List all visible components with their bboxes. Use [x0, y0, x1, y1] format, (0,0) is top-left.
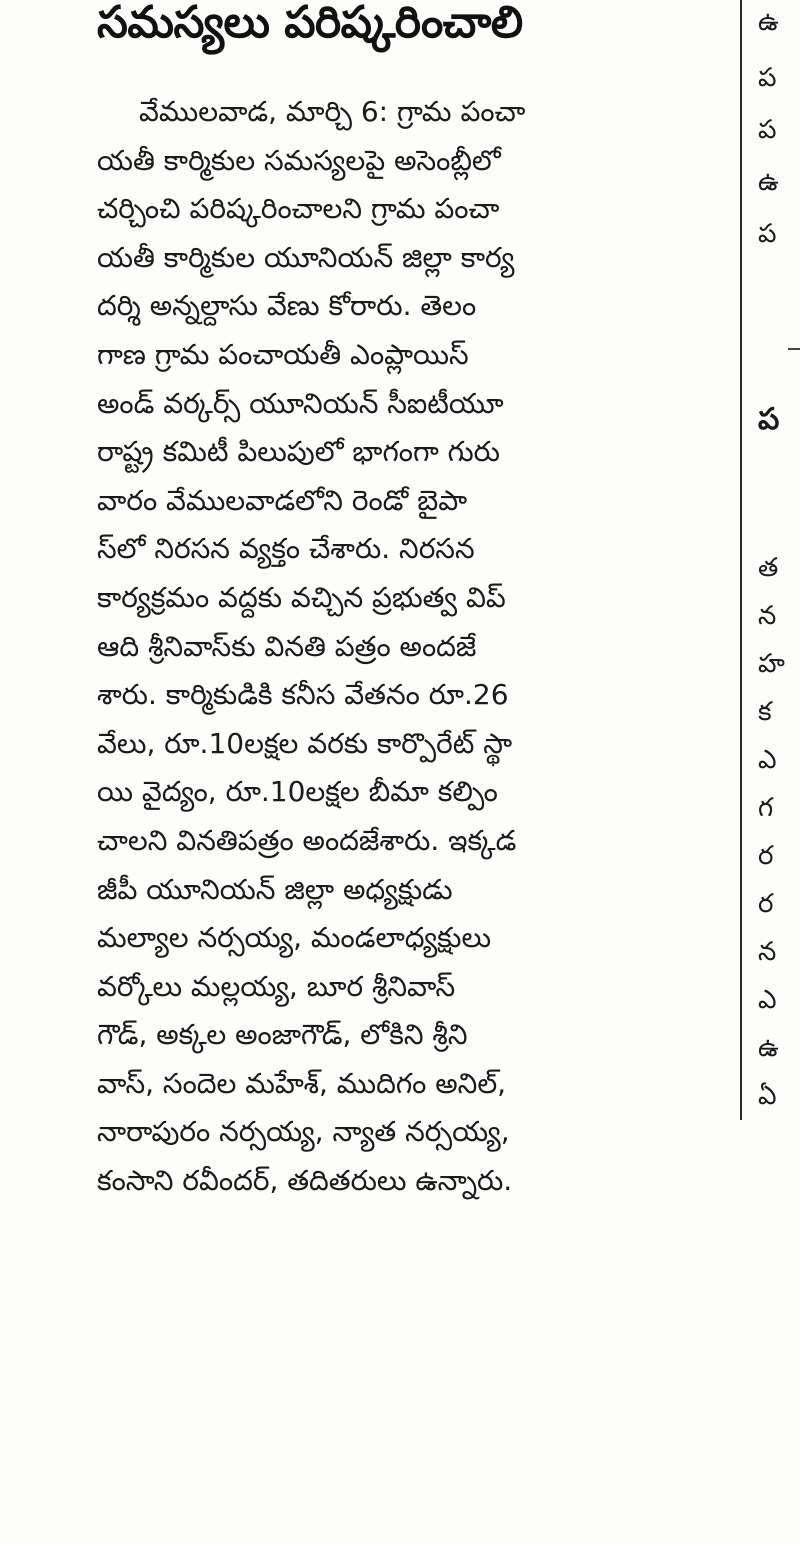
adjacent-headline-fragment: ప	[758, 402, 780, 437]
adjacent-text-fragment: ప	[758, 63, 777, 93]
article-line: కంసాని రవీందర్, తదితరులు ఉన్నారు.	[97, 1164, 513, 1198]
adjacent-text-fragment: ఉ	[758, 167, 779, 197]
article-line: నారాపురం నర్సయ్య, న్యాత నర్సయ్య,	[97, 1115, 510, 1149]
adjacent-divider	[788, 348, 800, 350]
article-line: దర్శి అన్నల్దాసు వేణు కోరారు. తెలం	[97, 289, 477, 323]
article-line: శారు. కార్మికుడికి కనీస వేతనం రూ.26	[97, 678, 509, 712]
article-line: యతీ కార్మికుల యూనియన్ జిల్లా కార్య	[97, 240, 515, 274]
adjacent-text-fragment: త	[758, 553, 779, 583]
article-line: యతీ కార్మికుల సమస్యలపై అసెంబ్లీలో	[97, 143, 501, 177]
article-line: యి వైద్యం, రూ.10లక్షల బీమా కల్పిం	[97, 775, 498, 809]
adjacent-text-fragment: ప	[758, 115, 777, 145]
adjacent-text-fragment: ఉ	[758, 1033, 779, 1063]
adjacent-text-fragment: ర	[758, 841, 774, 871]
adjacent-text-fragment: ఉ	[758, 7, 779, 37]
article-line: వాస్, సందెల మహేశ్, ముదిగం అనిల్,	[97, 1066, 507, 1100]
adjacent-text-fragment: ప	[758, 219, 777, 249]
article-line: వేములవాడ, మార్చి 6: గ్రామ పంచా	[139, 95, 526, 128]
adjacent-text-fragment: న	[758, 937, 777, 967]
article-line: మల్యాల నర్సయ్య, మండలాధ్యక్షులు	[97, 921, 492, 955]
adjacent-text-fragment: క	[758, 697, 772, 727]
article-line: ఆది శ్రీనివాస్‌కు వినతి పత్రం అందజే	[97, 629, 477, 663]
article-line: స్‌లో నిరసన వ్యక్తం చేశారు. నిరసన	[97, 532, 475, 566]
article-line: వేలు, రూ.10లక్షల వరకు కార్పొరేట్ స్థా	[97, 726, 513, 760]
column-divider	[740, 0, 742, 1120]
adjacent-text-fragment: ఏ	[758, 1081, 777, 1111]
article-line: గౌడ్, అక్కల అంజాగౌడ్, లోకిని శ్రీని	[97, 1018, 468, 1052]
article-line: కార్యక్రమం వద్దకు వచ్చిన ప్రభుత్వ విప్	[97, 580, 506, 614]
article-line: వారం వేములవాడలోని రెండో బైపా	[97, 483, 468, 517]
adjacent-text-fragment: హ	[758, 649, 785, 679]
adjacent-text-fragment: గ	[758, 793, 774, 823]
article-line: వర్కోలు మల్లయ్య, బూర శ్రీనివాస్	[97, 969, 456, 1003]
article-headline: సమస్యలు పరిష్కరించాలి	[97, 0, 523, 48]
adjacent-article-column	[758, 0, 800, 1120]
article-line: గాణ గ్రామ పంచాయతీ ఎంప్లాయిస్	[97, 337, 469, 371]
adjacent-text-fragment: ఎ	[758, 985, 777, 1015]
article-line: అండ్ వర్కర్స్ యూనియన్ సీఐటీయూ	[97, 386, 504, 420]
adjacent-text-fragment: న	[758, 601, 777, 631]
article-line: చాలని వినతిపత్రం అందజేశారు. ఇక్కడ	[97, 823, 517, 857]
article-body	[97, 88, 662, 1206]
article-line: చర్చించి పరిష్కరించాలని గ్రామ పంచా	[97, 192, 500, 226]
article-line: జీపీ యూనియన్ జిల్లా అధ్యక్షుడు	[97, 872, 453, 906]
adjacent-text-fragment: ఎ	[758, 745, 777, 775]
adjacent-text-fragment: ర	[758, 889, 774, 919]
article-line: రాష్ట్ర కమిటీ పిలుపులో భాగంగా గురు	[97, 435, 500, 469]
